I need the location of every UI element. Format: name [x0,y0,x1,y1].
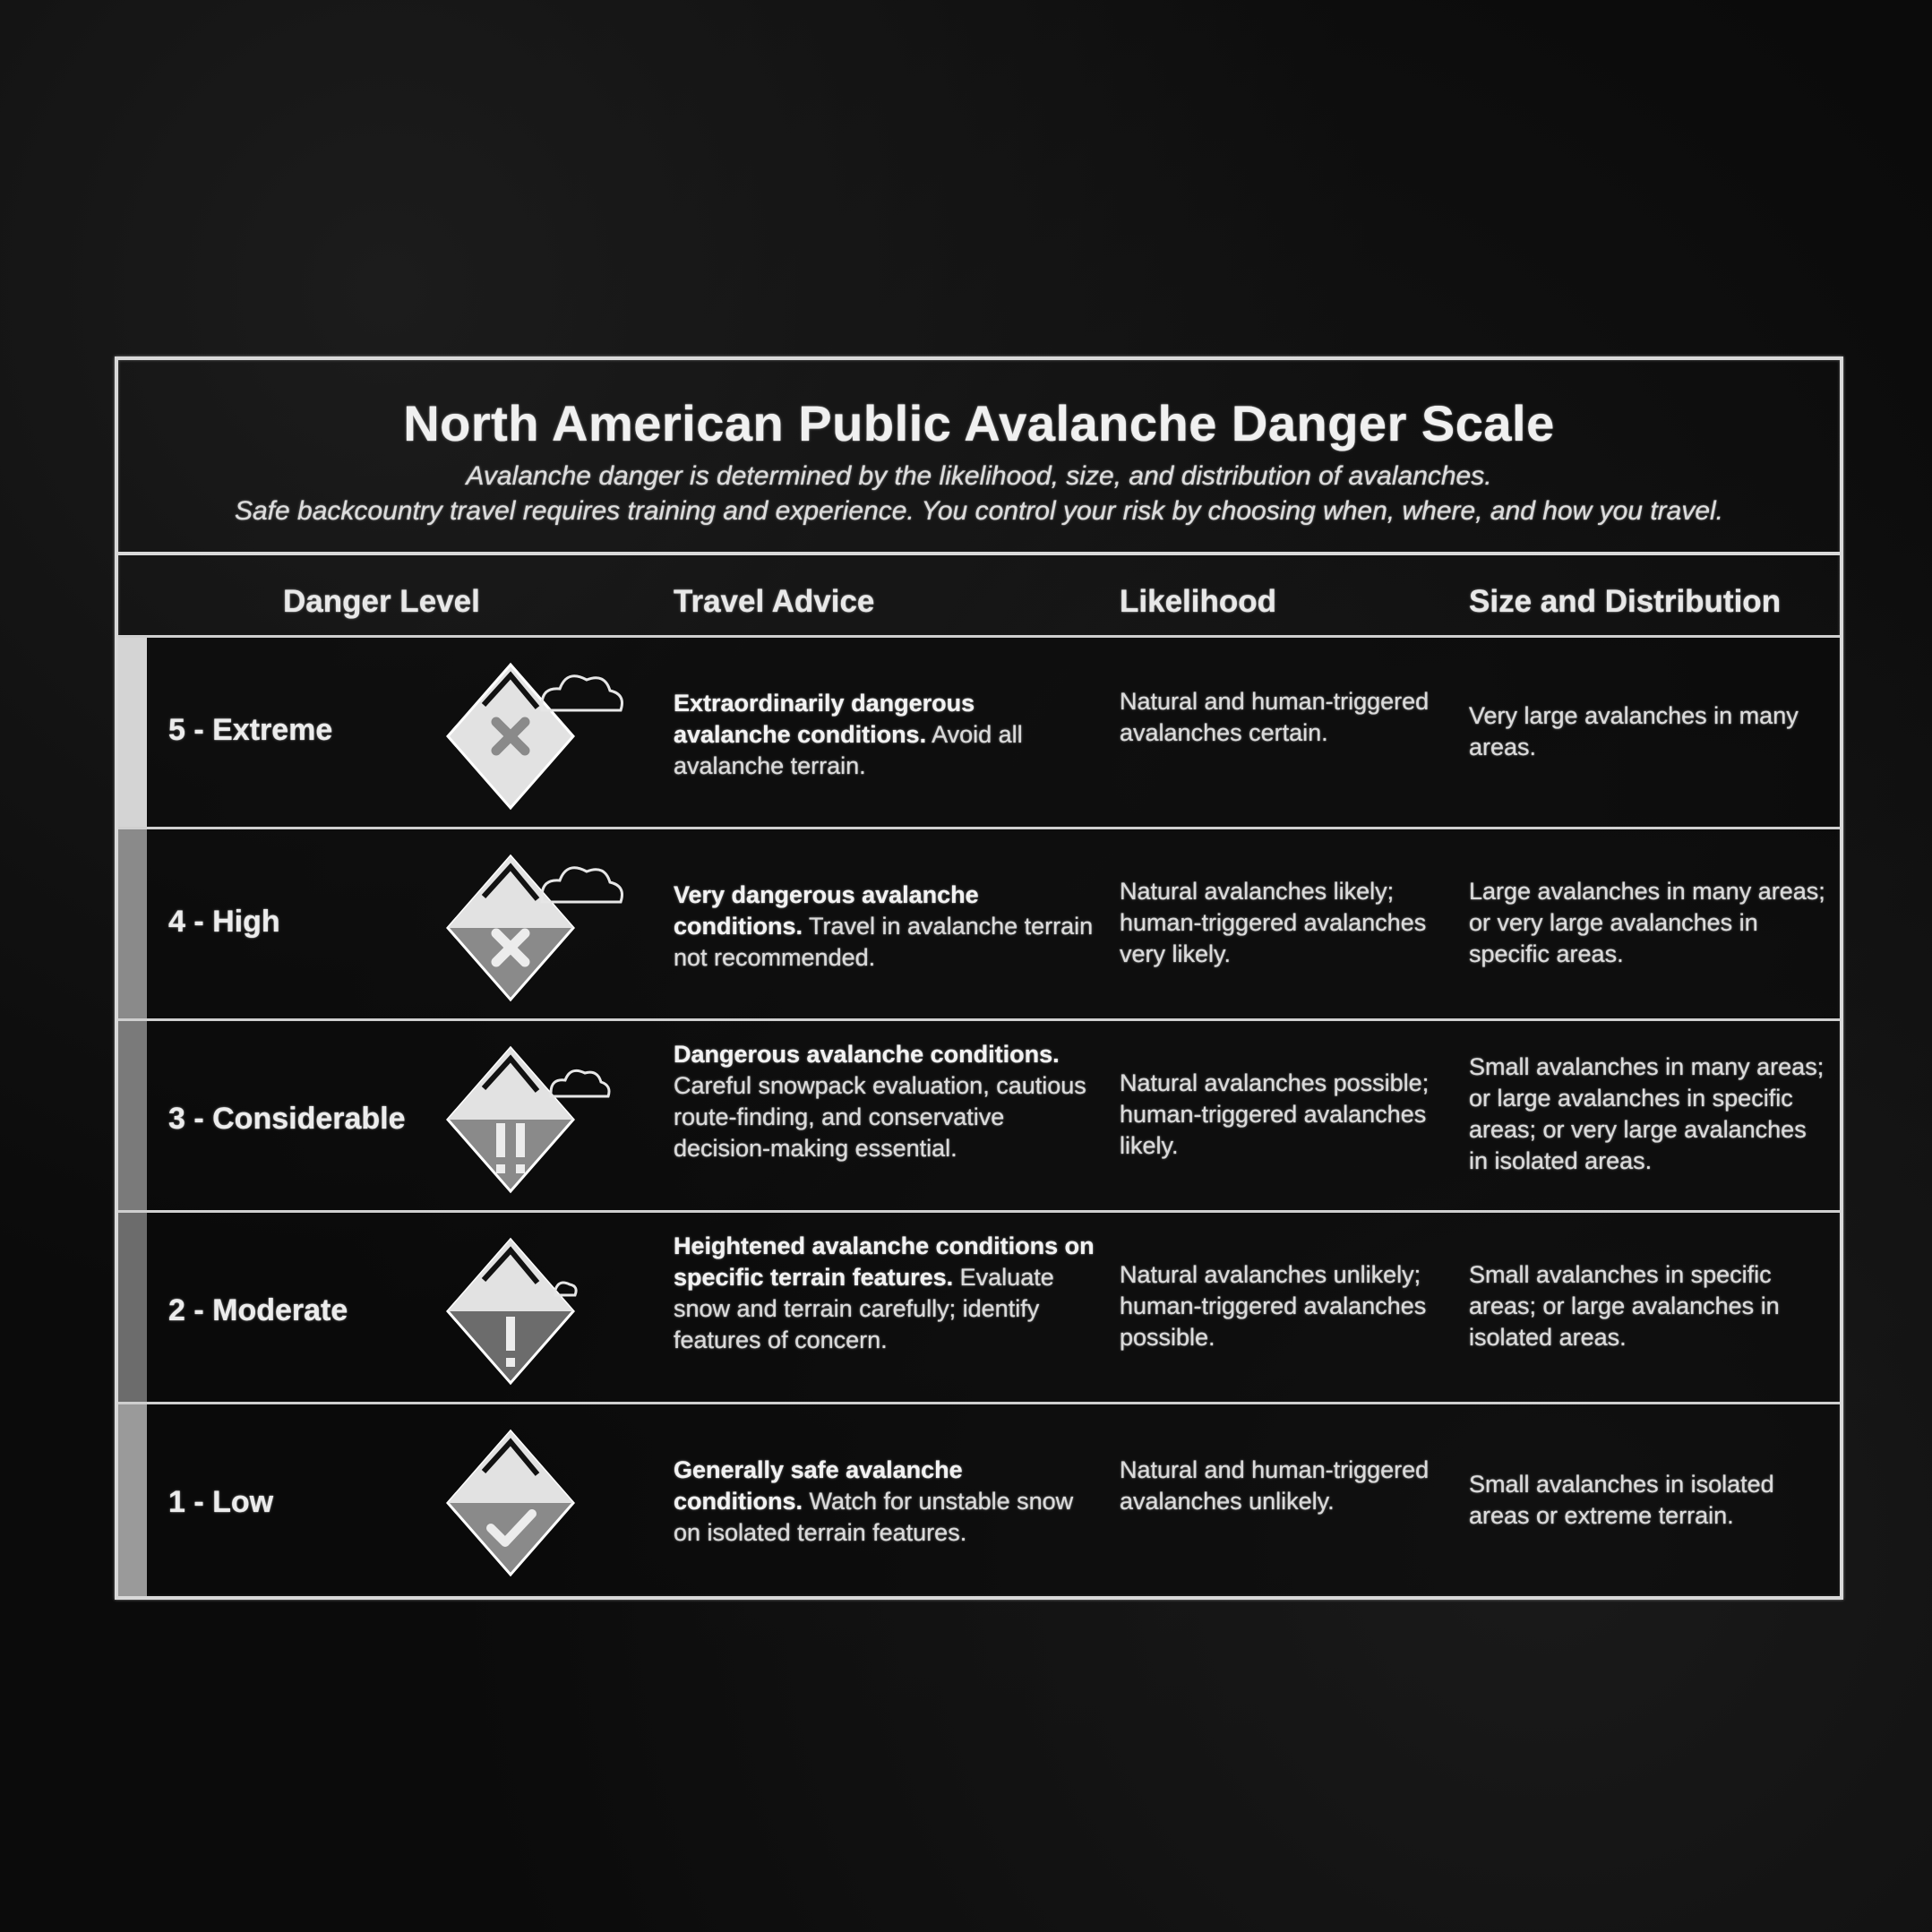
danger-level-label: 4 - High [168,905,280,939]
travel-advice-text: Careful snowpack evaluation, cautious route-finding, and conservative decision-making essential. [674,1072,1086,1162]
danger-color-stripe [118,638,147,827]
table-row [118,829,1840,1021]
travel-advice-bold: Dangerous avalanche conditions. [674,1041,1060,1068]
travel-advice-bold: Generally safe avalanche conditions. [674,1456,963,1515]
table-row [118,638,1840,829]
danger-color-stripe [118,1021,147,1210]
danger-level-label: 1 - Low [168,1485,274,1519]
travel-advice [674,880,1095,974]
travel-advice-text: Watch for unstable snow on isolated terrain features. [674,1488,1074,1546]
column-header-travel-advice: Travel Advice [674,584,875,619]
size-distribution-text: Small avalanches in isolated areas or extreme terrain. [1469,1471,1774,1529]
column-header-size-distribution: Size and Distribution [1469,584,1782,619]
column-header-danger-level: Danger Level [283,584,480,619]
travel-advice [674,1231,1095,1356]
table-row [118,1404,1840,1596]
size-distribution-text: Small avalanches in specific areas; or large avalanches in isolated areas. [1469,1261,1780,1351]
column-headers [118,555,1840,638]
likelihood-text: Natural avalanches likely; human-triggered avalanches very likely. [1120,878,1427,967]
likelihood-text: Natural and human-triggered avalanches unlikely. [1120,1456,1430,1515]
likelihood-text: Natural avalanches possible; human-triggered avalanches likely. [1120,1069,1430,1159]
travel-advice-text: Travel in avalanche terrain not recommended. [674,913,1094,971]
page-title: North American Public Avalanche Danger Scale [403,395,1555,451]
likelihood-text: Natural and human-triggered avalanches certain. [1120,688,1430,746]
travel-advice-bold: Heightened avalanche conditions on specific terrain features. [674,1232,1095,1291]
travel-advice-text: Avoid all avalanche terrain. [674,721,1023,779]
travel-advice-bold: Extraordinarily dangerous avalanche conditions. [674,690,975,748]
table-row [118,1213,1840,1404]
travel-advice [674,1455,1095,1549]
x-mark-icon [439,847,654,1009]
table-row [118,1021,1840,1213]
subtitle-line-1: Avalanche danger is determined by the likelihood, size, and distribution of avalanches. [466,461,1492,491]
x-mark-icon [439,656,654,817]
danger-color-stripe [118,829,147,1018]
double-exclamation-icon [439,1039,654,1200]
travel-advice-text: Evaluate snow and terrain carefully; identify features of concern. [674,1264,1054,1353]
danger-color-stripe [118,1404,147,1596]
danger-scale-board [115,356,1843,1600]
danger-color-stripe [118,1213,147,1402]
size-distribution-text: Small avalanches in many areas; or large avalanches in specific areas; or very large avalanches in isolated areas. [1469,1053,1825,1174]
header [118,360,1840,555]
size-distribution-text: Large avalanches in many areas; or very large avalanches in specific areas. [1469,878,1825,967]
travel-advice [674,1039,1095,1164]
column-header-likelihood: Likelihood [1120,584,1276,619]
danger-level-label: 3 - Considerable [168,1102,406,1136]
travel-advice [674,688,1095,782]
travel-advice-bold: Very dangerous avalanche conditions. [674,881,979,940]
likelihood-text: Natural avalanches unlikely; human-triggered avalanches possible. [1120,1261,1427,1351]
exclamation-icon [439,1231,654,1392]
danger-level-label: 2 - Moderate [168,1293,348,1327]
danger-level-label: 5 - Extreme [168,713,333,747]
size-distribution-text: Very large avalanches in many areas. [1469,702,1799,760]
checkmark-icon [439,1422,654,1584]
subtitle-line-2: Safe backcountry travel requires training and experience. You control your risk by choosing when, where, and how you travel. [234,496,1724,526]
